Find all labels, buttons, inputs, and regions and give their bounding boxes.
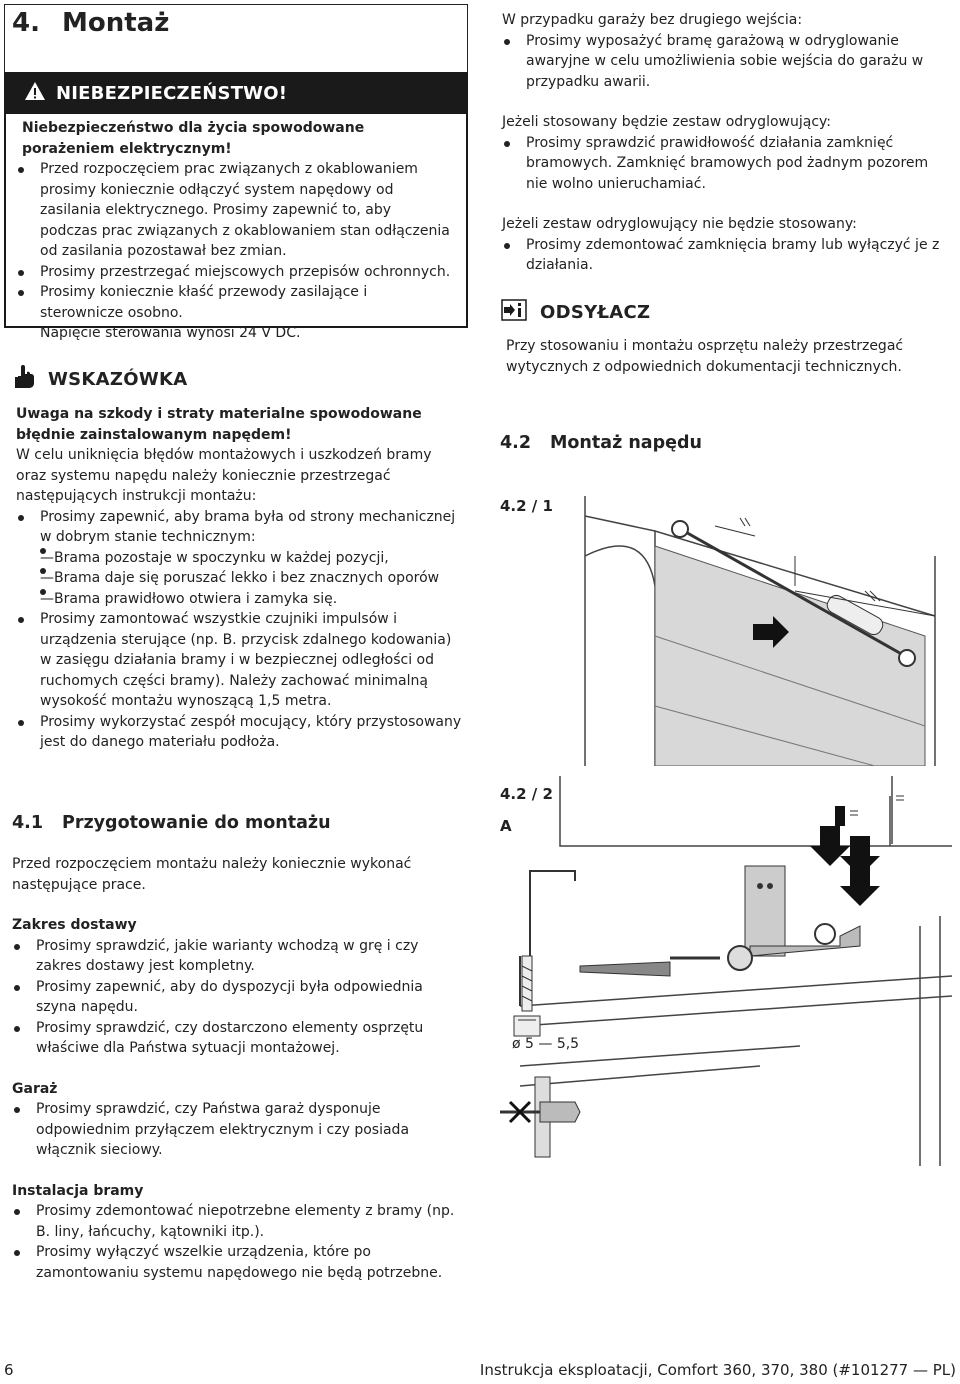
danger-header [6,74,466,114]
danger-label: NIEBEZPIECZEŃSTWO! [56,82,288,104]
reference-title [500,298,650,329]
drill-size-label: ø 5 — 5,5 [512,1036,580,1052]
garage-list [12,1099,464,1161]
chapter-title: Montaż [62,8,170,38]
dash-item: — Brama pozostaje w spoczynku w każdej pozycji, [40,548,462,569]
hand-hint-icon [14,364,36,397]
list-item: Prosimy przestrzegać miejscowych przepisów ochronnych. [16,262,452,283]
list-item: Prosimy wyposażyć bramę garażową w odryglowanie awaryjne w celu umożliwienia sobie wejścia do garażu w przypadku awarii. [502,31,952,93]
section-41-heading [12,812,331,834]
list-item: Prosimy sprawdzić, jakie warianty wchodzą w grę i czy zakres dostawy jest kompletny. [12,936,464,977]
section-41-body [12,854,464,1283]
section-42-title: Montaż napędu [550,433,702,453]
dash-item: — Brama daje się poruszać lekko i bez znacznych oporów [40,568,462,589]
info-reference-icon [500,298,528,329]
figure-1-door-illustration [555,496,952,766]
block3-list [502,235,952,276]
right-column-text [502,10,952,276]
hint-body [16,404,462,753]
document-footer: Instrukcja eksploatacji, Comfort 360, 370, 380 (#101277 — PL) [479,1361,956,1379]
section-41-title: Przygotowanie do montażu [62,813,331,833]
list-item-text: Prosimy zapewnić, aby brama była od strony mechanicznej w dobrym stanie technicznym: [40,508,456,545]
section-42-heading [500,432,702,454]
dash-item: — Brama prawidłowo otwiera i zamyka się. [40,589,462,610]
block3-intro: Jeżeli zestaw odryglowujący nie będzie stosowany: [502,216,857,232]
list-item: Przed rozpoczęciem prac związanych z okablowaniem prosimy koniecznie odłączyć system napędowy od zasilania elektrycznego. Prosimy zapewnić to, aby podczas prac związanych z okablowaniem stan odłączenia od zasilania pozostawał bez zmian. [16,159,452,262]
list-item: Prosimy sprawdzić, czy dostarczono elementy osprzętu właściwe dla Państwa sytuacji montażowej. [12,1018,464,1059]
reference-text: Przy stosowaniu i montażu osprzętu należy przestrzegać wytycznych z odpowiednich dokumentacji technicznych. [506,338,904,375]
list-item: Prosimy zdemontować niepotrzebne elementy z bramy (np. B. liny, łańcuchy, kątowniki itp.). [12,1201,464,1242]
install-list [12,1201,464,1283]
block2-list [502,133,952,195]
list-item: Prosimy wykorzystać zespół mocujący, który przystosowany jest do danego materiału podłoża. [16,712,462,753]
hint-intro: W celu uniknięcia błędów montażowych i uszkodzeń bramy oraz systemu napędu należy koniecznie przestrzegać następujących instrukcji montażu: [16,447,432,504]
figure-2-label: 4.2 / 2 [500,785,553,803]
section-41-number: 4.1 [12,813,44,833]
hint-heading: Uwaga na szkody i straty materialne spowodowane błędnie zainstalowanym napędem! [16,406,422,443]
section-41-intro: Przed rozpoczęciem montażu należy koniecznie wykonać następujące prace. [12,856,412,893]
danger-note: Napięcie sterowania wynosi 24 V DC. [40,325,301,341]
install-heading: Instalacja bramy [12,1182,144,1199]
reference-label: ODSYŁACZ [540,302,651,323]
list-item [16,507,462,610]
hint-list [16,507,462,753]
list-item: Prosimy wyłączyć wszelkie urządzenia, które po zamontowaniu systemu napędowego nie będą potrzebne. [12,1242,464,1283]
list-item: Prosimy zamontować wszystkie czujniki impulsów i urządzenia sterujące (np. B. przycisk zdalnego kodowania) w zasięgu działania bramy i w bezpiecznej odległości od ruchomych części bramy). Należy zachować minimalną wysokość montażu wynoszącą 1,5 metra. [16,609,462,712]
list-item: Prosimy koniecznie kłaść przewody zasilające i sterownicze osobno. [16,282,452,323]
hint-label: WSKAZÓWKA [48,369,188,390]
block2-intro: Jeżeli stosowany będzie zestaw odryglowujący: [502,114,831,130]
hint-dash-list [40,548,462,610]
section-42-number: 4.2 [500,433,532,453]
delivery-list [12,936,464,1059]
list-item: Prosimy zdemontować zamknięcia bramy lub wyłączyć je z działania. [502,235,952,276]
hint-title [14,364,187,397]
figure-1-label: 4.2 / 1 [500,497,553,515]
list-item: Prosimy sprawdzić, czy Państwa garaż dysponuje odpowiednim przyłączem elektrycznym i czy posiada włącznik sieciowy. [12,1099,464,1161]
drill-warning-illustration [500,1072,590,1162]
danger-heading: Niebezpieczeństwo dla życia spowodowane porażeniem elektrycznym! [22,120,365,157]
garage-heading: Garaż [12,1080,58,1097]
list-item: Prosimy sprawdzić prawidłowość działania zamknięć bramowych. Zamknięć bramowych pod żadnym pozorem nie wolno unieruchamiać. [502,133,952,195]
danger-list [16,159,452,323]
block1-list [502,31,952,93]
chapter-number: 4. [12,8,40,38]
figure-2-sublabel: A [500,817,512,835]
danger-panel [4,72,468,341]
list-item: Prosimy zapewnić, aby do dyspozycji była odpowiednia szyna napędu. [12,977,464,1018]
warning-triangle-icon [24,81,46,108]
page-number: 6 [4,1361,14,1379]
delivery-heading: Zakres dostawy [12,917,137,933]
block1-intro: W przypadku garaży bez drugiego wejścia: [502,12,803,28]
